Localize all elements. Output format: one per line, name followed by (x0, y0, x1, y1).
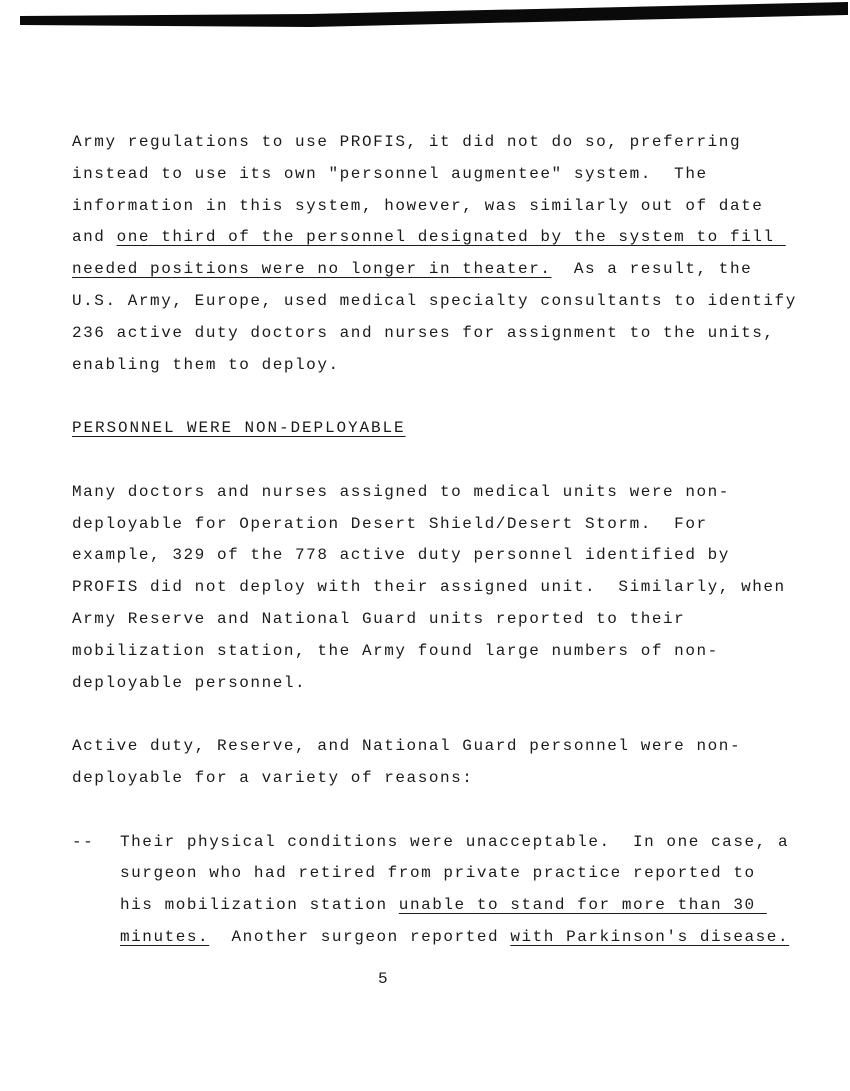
text-line: instead to use its own "personnel augmentee" system. The (72, 164, 708, 183)
text-line: deployable personnel. (72, 673, 307, 692)
page-number: 5 (378, 970, 390, 988)
document-content (72, 127, 806, 986)
bullet-item (72, 827, 806, 954)
text-line: deployable for Operation Desert Shield/Desert Storm. For (72, 514, 708, 533)
text-line: U.S. Army, Europe, used medical specialty consultants to identify (72, 291, 797, 310)
section-heading (72, 413, 806, 445)
text-line: Army Reserve and National Guard units reported to their (72, 609, 686, 628)
text-line: enabling them to deploy. (72, 355, 340, 374)
text-line: 236 active duty doctors and nurses for assignment to the units, (72, 323, 775, 342)
text-line: surgeon who had retired from private practice reported to (120, 864, 756, 883)
scan-artifact-bar (0, 0, 850, 40)
text-line: PERSONNEL WERE NON-DEPLOYABLE (72, 419, 406, 438)
text-line: Many doctors and nurses assigned to medical units were non- (72, 482, 730, 501)
text-line: Army regulations to use PROFIS, it did not do so, preferring (72, 133, 742, 151)
text-line: example, 329 of the 778 active duty personnel identified by (72, 546, 730, 565)
text-line: Their physical conditions were unacceptable. In one case, a (120, 832, 790, 851)
text-line: needed positions were no longer in theater. As a result, the (72, 260, 753, 279)
text-line: minutes. Another surgeon reported with Parkinson's disease. (120, 927, 790, 946)
paragraph (72, 731, 806, 795)
bullet-text (120, 827, 806, 954)
paragraph (72, 127, 806, 381)
text-line: his mobilization station unable to stand for more than 30 (120, 896, 767, 915)
text-line: deployable for a variety of reasons: (72, 768, 474, 787)
bullet-marker: -- (72, 832, 95, 851)
text-line: mobilization station, the Army found large numbers of non- (72, 641, 719, 660)
text-line: information in this system, however, was similarly out of date (72, 196, 764, 215)
text-line: PROFIS did not deploy with their assigned unit. Similarly, when (72, 578, 786, 597)
paragraph (72, 477, 806, 700)
text-line: and one third of the personnel designated by the system to fill (72, 228, 786, 247)
text-line: Active duty, Reserve, and National Guard personnel were non- (72, 737, 742, 756)
